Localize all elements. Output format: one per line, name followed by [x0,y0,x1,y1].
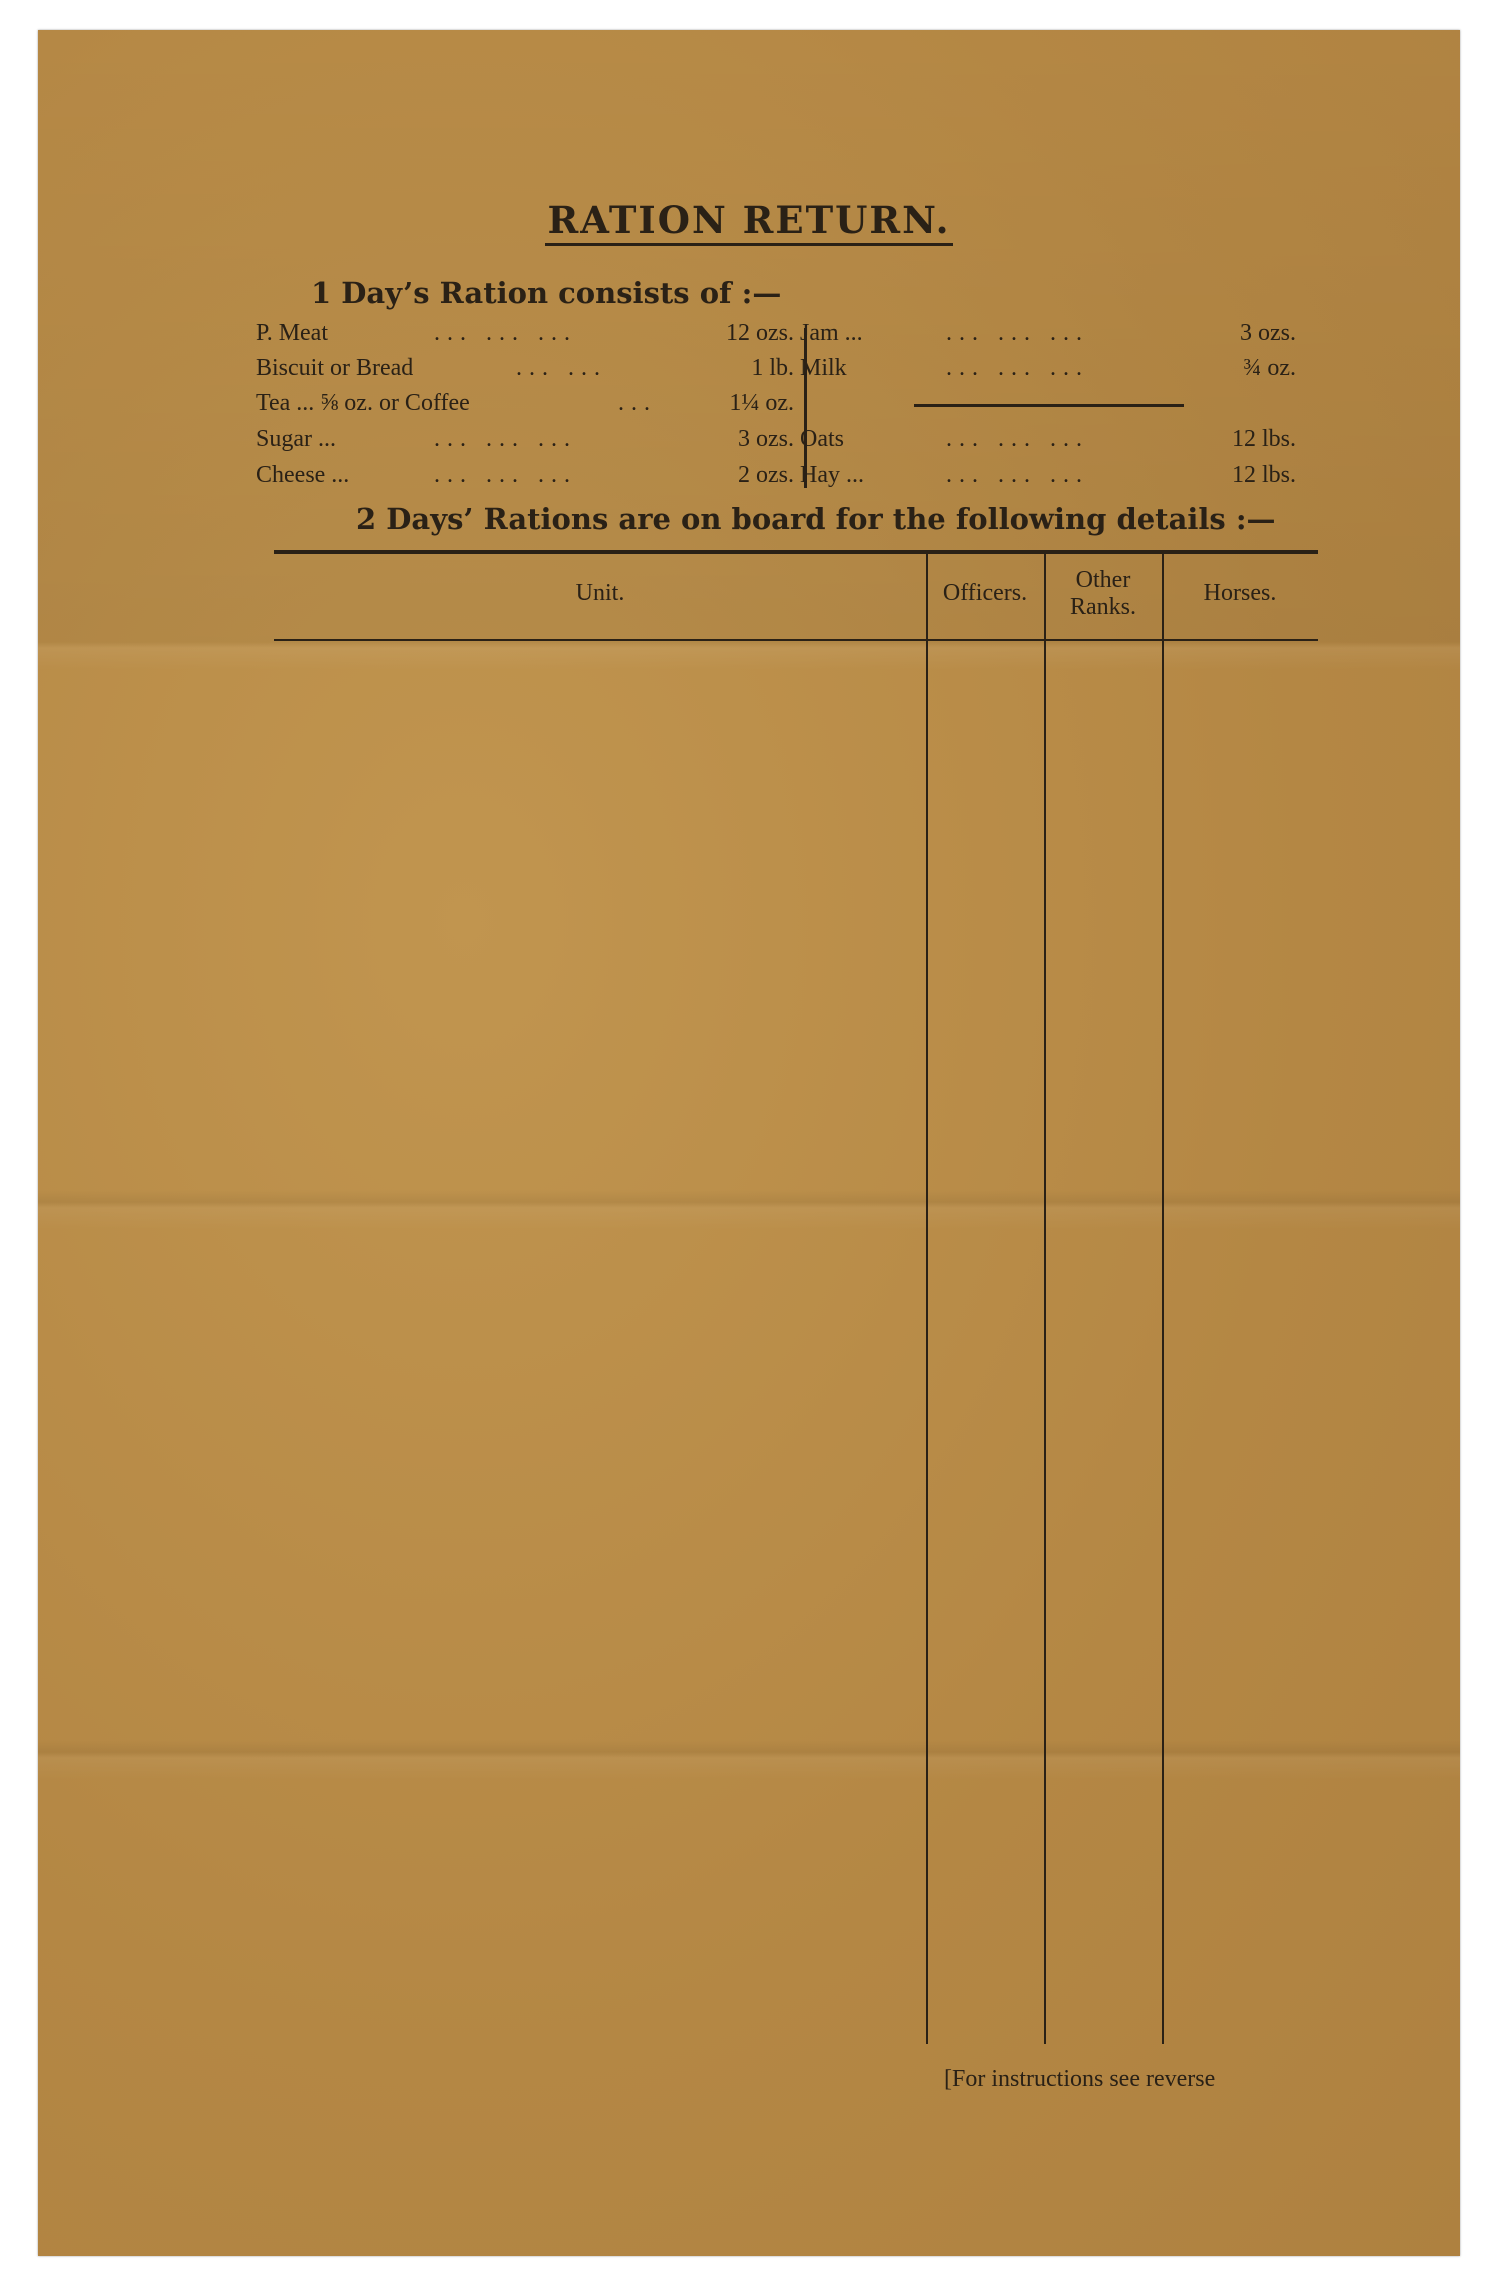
ration-return-form [38,30,1460,2256]
ration-item-label: Biscuit or Bread [256,355,414,381]
ration-item-label: Jam ... [800,320,863,346]
ration-item-quantity: 1 lb. [751,355,794,381]
ration-item-label: Tea ... ⅝ oz. or Coffee [256,390,470,416]
ration-item-dots: ... ... ... [946,462,1089,488]
ration-item-label: Milk [800,355,847,381]
column-divider-officers [926,554,928,2044]
ration-item-dots: ... ... ... [434,462,577,488]
ration-item-dots: ... ... ... [946,355,1089,381]
ration-item-label: P. Meat [256,320,328,346]
ration-item-dots: ... [618,390,657,416]
ration-item-quantity: 1¼ oz. [729,390,794,416]
header-other-ranks-line1: Other [1075,567,1131,593]
header-other-ranks-line2: Ranks. [1070,594,1136,620]
ration-item-quantity: 12 lbs. [1231,426,1296,452]
ration-item-label: Cheese ... [256,462,350,488]
ration-item-label: Hay ... [800,462,864,488]
ration-item-dots: ... ... ... [946,426,1089,452]
ration-item-quantity: 3 ozs. [738,426,794,452]
header-horses: Horses. [1203,580,1277,606]
header-unit: Unit. [575,580,625,606]
form-title: RATION RETURN. [38,198,1460,242]
header-other-ranks [1044,567,1162,621]
ration-item-quantity: 3 ozs. [1240,320,1296,346]
ration-item-quantity: ¾ oz. [1243,355,1296,381]
ration-item-quantity: 12 lbs. [1231,462,1296,488]
ration-item-dots: ... ... ... [946,320,1089,346]
instructions-footer: [For instructions see reverse [944,2066,1216,2092]
column-divider-other-ranks [1044,554,1046,2044]
ration-subtitle: 1 Day’s Ration consists of :— [311,276,782,310]
header-officers: Officers. [942,580,1028,606]
column-divider-horses [1162,554,1164,2044]
ration-item-label: Sugar ... [256,426,336,452]
ration-item-quantity: 2 ozs. [738,462,794,488]
ration-item-quantity: 12 ozs. [726,320,794,346]
ration-item-label: Oats [800,426,844,452]
ration-item-dots: ... ... ... [434,426,577,452]
details-heading: 2 Days’ Rations are on board for the following details :— [356,502,1276,536]
ration-item-dots: ... ... [516,355,607,381]
ration-item-dots: ... ... ... [434,320,577,346]
forage-divider [914,404,1184,407]
